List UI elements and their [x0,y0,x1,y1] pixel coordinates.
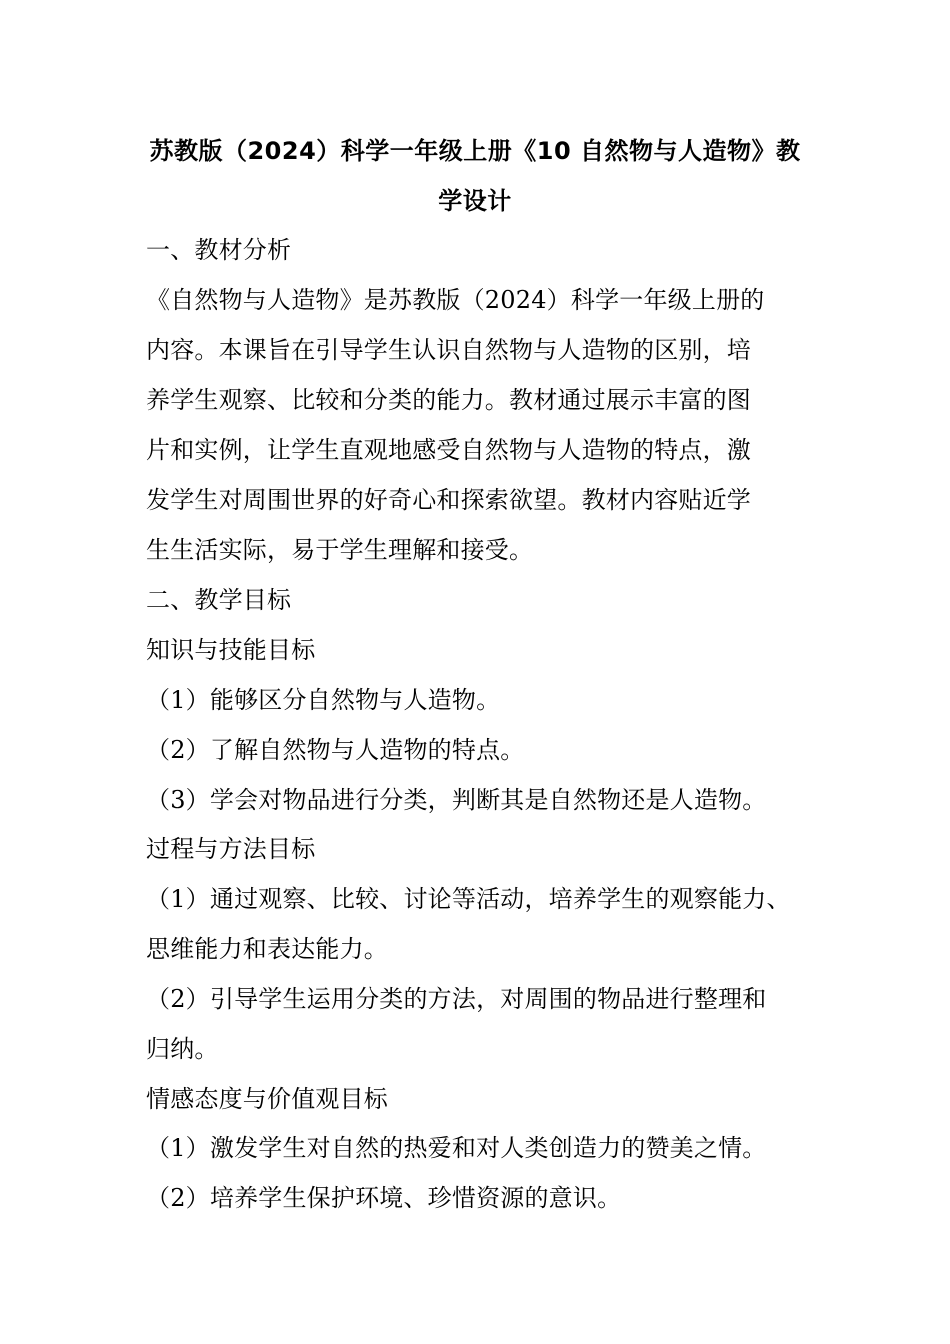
paragraph-line: 养学生观察、比较和分类的能力。教材通过展示丰富的图 [146,386,751,414]
paragraph-line: 生生活实际，易于学生理解和接受。 [146,536,534,564]
list-item-line: （2）引导学生运用分类的方法，对周围的物品进行整理和 [146,985,767,1013]
paragraph-line: 片和实例，让学生直观地感受自然物与人造物的特点，激 [146,436,751,464]
list-item: （2）培养学生保护环境、珍惜资源的意识。 [146,1184,622,1212]
subheading-knowledge-skills: 知识与技能目标 [146,636,316,664]
list-item-line: （1）通过观察、比较、讨论等活动，培养学生的观察能力、 [146,885,791,913]
document-title-line-2: 学设计 [438,187,512,215]
list-item: （1）能够区分自然物与人造物。 [146,686,501,714]
section-heading-textbook-analysis: 一、教材分析 [146,236,292,264]
list-item: （3）学会对物品进行分类，判断其是自然物还是人造物。 [146,786,767,814]
paragraph-line: 《自然物与人造物》是苏教版（2024）科学一年级上册的 [146,286,765,314]
section-heading-teaching-goals: 二、教学目标 [146,586,292,614]
document-title-line-1: 苏教版（2024）科学一年级上册《10 自然物与人造物》教 [149,137,801,165]
list-item-line: 思维能力和表达能力。 [146,935,388,963]
paragraph-line: 发学生对周围世界的好奇心和探索欲望。教材内容贴近学 [146,486,751,514]
list-item: （1）激发学生对自然的热爱和对人类创造力的赞美之情。 [146,1134,767,1162]
subheading-emotion-values: 情感态度与价值观目标 [146,1085,388,1113]
subheading-process-methods: 过程与方法目标 [146,835,316,863]
list-item: （2）了解自然物与人造物的特点。 [146,736,525,764]
list-item-line: 归纳。 [146,1035,219,1063]
paragraph-line: 内容。本课旨在引导学生认识自然物与人造物的区别，培 [146,336,751,364]
